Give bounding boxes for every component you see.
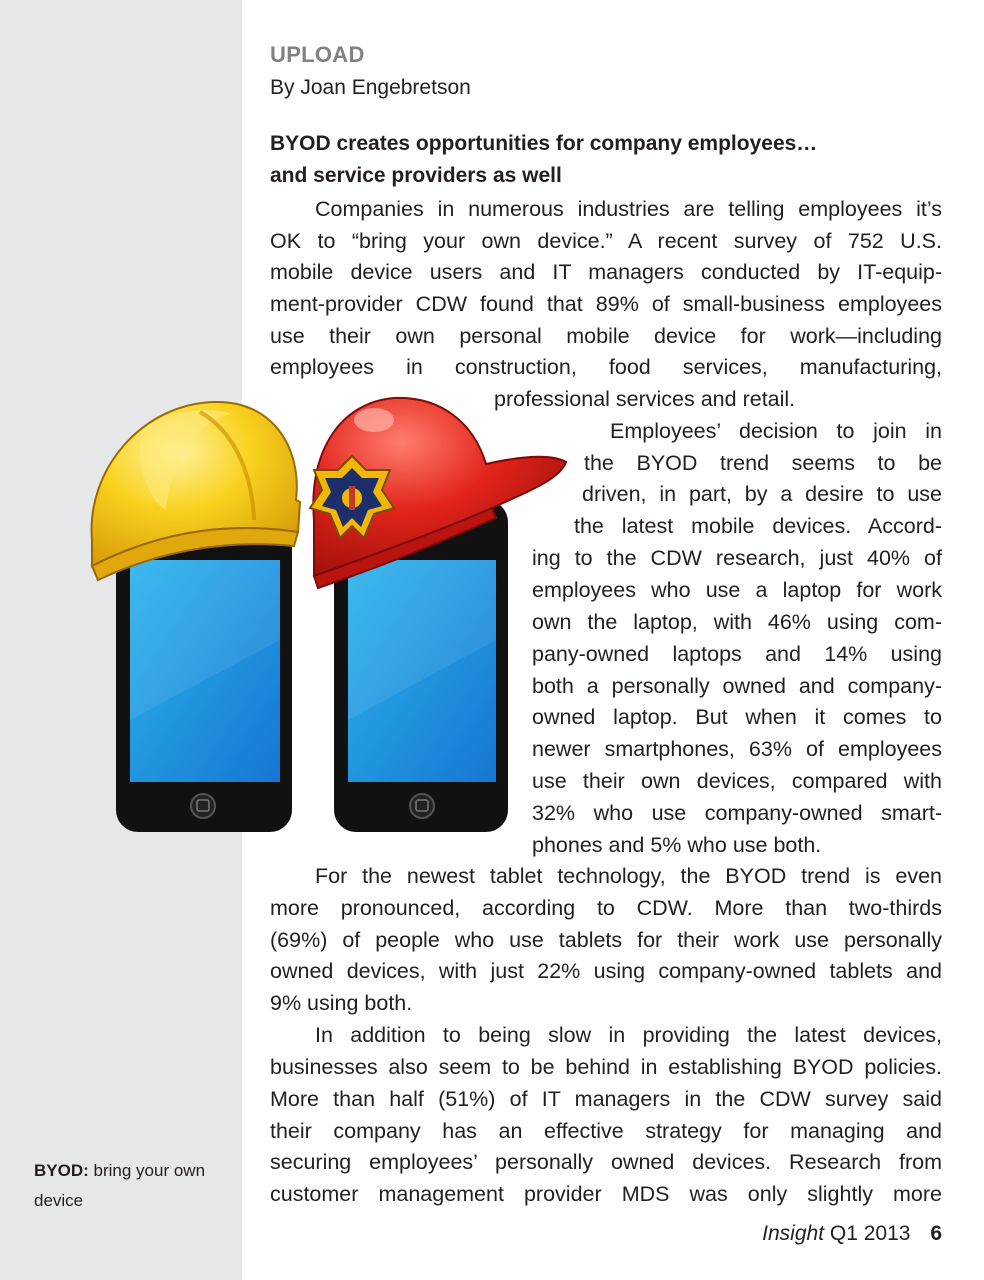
body-line: pany-owned laptops and 14% using xyxy=(532,642,942,666)
section-label: UPLOAD xyxy=(270,42,365,67)
body-line: both a personally owned and company- xyxy=(532,674,942,698)
body-line: own the laptop, with 46% using com- xyxy=(532,610,942,634)
body-line: ment-provider CDW found that 89% of small-business employees xyxy=(270,292,942,316)
byline: By Joan Engebretson xyxy=(270,76,471,99)
body-line: newer smartphones, 63% of employees xyxy=(532,737,942,761)
body-line: 32% who use company-owned smart- xyxy=(532,801,942,825)
body-line: businesses also seem to be behind in establishing BYOD policies. xyxy=(270,1055,942,1079)
headline-line-1: BYOD creates opportunities for company employees… xyxy=(270,132,818,155)
body-line: Companies in numerous industries are telling employees it’s xyxy=(315,197,942,221)
body-line: 9% using both. xyxy=(270,991,413,1015)
body-line: use their own personal mobile device for work—including xyxy=(270,324,942,348)
body-line: securing employees’ personally owned devices. Research from xyxy=(270,1150,942,1174)
body-line: More than half (51%) of IT managers in the CDW survey said xyxy=(270,1087,942,1111)
body-line: driven, in part, by a desire to use xyxy=(582,482,942,506)
page-number: 6 xyxy=(930,1222,942,1245)
body-line: phones and 5% who use both. xyxy=(532,833,822,857)
body-line: professional services and retail. xyxy=(494,387,796,411)
body-line: For the newest tablet technology, the BYOD trend is even xyxy=(315,864,942,888)
glossary-term: BYOD: xyxy=(34,1161,89,1180)
publication-name: Insight xyxy=(762,1222,825,1245)
body-line: owned devices, with just 22% using company-owned tablets and xyxy=(270,959,942,983)
body-line: OK to “bring your own device.” A recent survey of 752 U.S. xyxy=(270,229,942,253)
article-headline xyxy=(270,128,950,192)
headline-line-2: and service providers as well xyxy=(270,164,562,187)
body-line: owned laptop. But when it comes to xyxy=(532,705,942,729)
body-line: use their own devices, compared with xyxy=(532,769,942,793)
body-line: In addition to being slow in providing the latest devices, xyxy=(315,1023,942,1047)
glossary-note xyxy=(34,1156,234,1216)
body-line: employees in construction, food services, manufacturing, xyxy=(270,355,942,379)
body-line: customer management provider MDS was only slightly more xyxy=(270,1182,942,1206)
body-line: mobile device users and IT managers conducted by IT-equip- xyxy=(270,260,942,284)
phones-with-hats-illustration xyxy=(82,390,582,840)
body-line: more pronounced, according to CDW. More than two-thirds xyxy=(270,896,942,920)
body-line: ing to the CDW research, just 40% of xyxy=(532,546,942,570)
body-line: employees who use a laptop for work xyxy=(532,578,942,602)
page-footer xyxy=(762,1222,942,1246)
body-line: (69%) of people who use tablets for their work use personally xyxy=(270,928,942,952)
glossary-definition: bring your own device xyxy=(34,1161,206,1210)
issue-date: Q1 2013 xyxy=(829,1222,911,1245)
body-line: the latest mobile devices. Accord- xyxy=(574,514,942,538)
body-line: the BYOD trend seems to be xyxy=(584,451,942,475)
body-line: their company has an effective strategy for managing and xyxy=(270,1119,942,1143)
body-line: Employees’ decision to join in xyxy=(610,419,942,443)
